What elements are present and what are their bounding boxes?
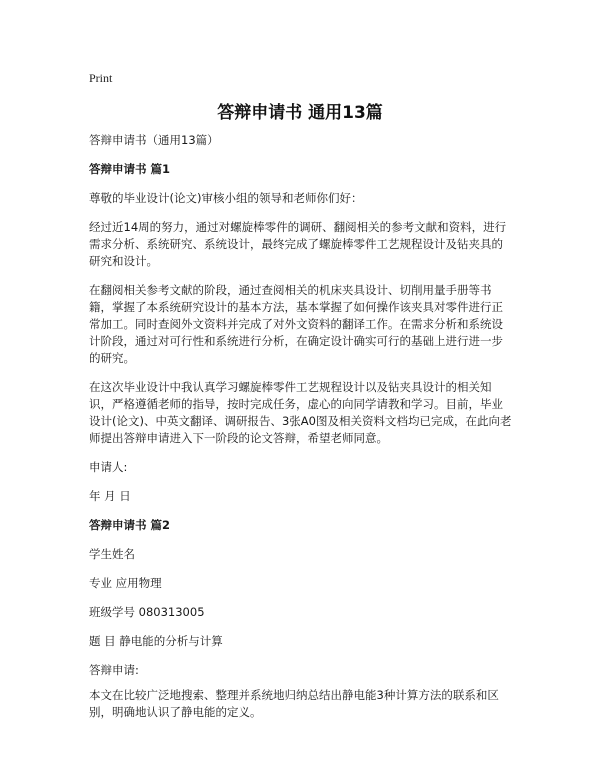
apply-label: 答辩申请: <box>89 663 139 677</box>
paragraph-3: 在这次毕业设计中我认真学习螺旋棒零件工艺规程设计以及钻夹具设计的相关知识，严格遵循老师的指导，按时完成任务，虚心的向同学请教和学习。目前，毕业设计(论文)、中英文翻译、调研报告、3张A0图及相关资料文档均已完成，在此向老师提出答辩申请进入下一阶段的论文答辩，希望老师同意。 <box>89 380 512 445</box>
student-name-line: 学生姓名 <box>89 547 135 561</box>
document-subtitle: 答辩申请书（通用13篇） <box>89 133 219 147</box>
date-line: 年 月 日 <box>89 489 131 503</box>
class-id-line: 班级学号 080313005 <box>89 605 205 619</box>
page-title: 答辩申请书 通用13篇 <box>217 103 383 123</box>
applicant-line: 申请人: <box>89 460 128 474</box>
section-heading-1: 答辩申请书 篇1 <box>89 162 171 176</box>
salutation: 尊敬的毕业设计(论文)审核小组的领导和老师你们好： <box>89 191 363 205</box>
major-line: 专业 应用物理 <box>89 576 162 590</box>
abstract-paragraph: 本文在比较广泛地搜索、整理并系统地归纳总结出静电能3种计算方法的联系和区别，明确地认识了静电能的定义。 <box>89 688 499 719</box>
print-link[interactable]: Print <box>89 71 113 85</box>
paragraph-2: 在翻阅相关参考文献的阶段，通过查阅相关的机床夹具设计、切削用量手册等书籍，掌握了本系统研究设计的基本方法，基本掌握了如何操作该夹具对零件进行正常加工。同时查阅外文资料并完成了对外文资料的翻译工作。在需求分析和系统设计阶段，通过对可行性和系统进行分析，在确定设计确实可行的基础上进行进一步的研究。 <box>89 283 503 365</box>
topic-line: 题 目 静电能的分析与计算 <box>89 634 223 648</box>
section-heading-2: 答辩申请书 篇2 <box>89 518 171 532</box>
document-body <box>89 132 513 733</box>
paragraph-1: 经过近14周的努力，通过对螺旋棒零件的调研、翻阅相关的参考文献和资料，进行需求分析、系统研究、系统设计，最终完成了螺旋棒零件工艺规程设计及钻夹具的研究和设计。 <box>89 220 507 268</box>
